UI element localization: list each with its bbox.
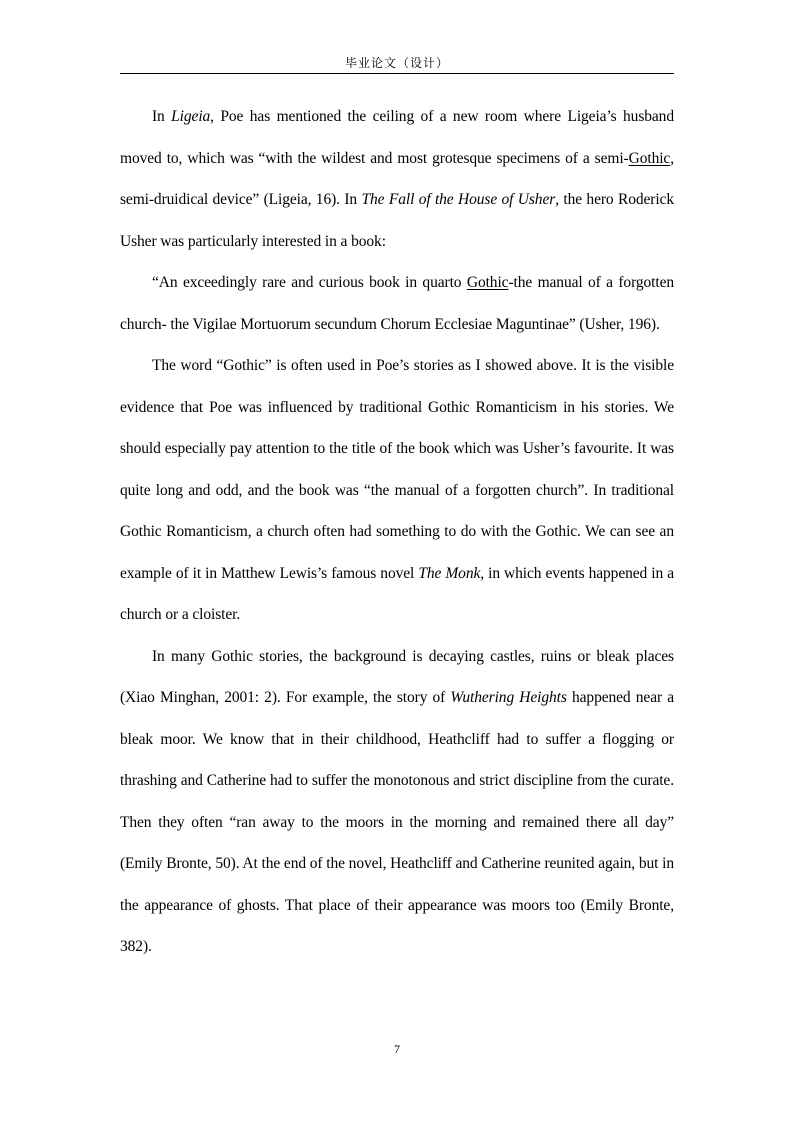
text-run: happened near a bleak moor. We know that in their childhood, Heathcliff had to suffer a flogging or thrashing and Catherine had to suffer the monotonous and strict discipline from the curate. Then they often “ran away to the moors in the morning and remained there all day” (Emily Bronte, 50). At the end of the novel, Heathcliff and Catherine reunited again, but in the appearance of ghosts. That place of their appearance was moors too (Emily Bronte, 382). <box>120 689 674 955</box>
text-run: , in which events happened in a church or a cloister. <box>120 564 674 623</box>
italic-title-the-monk: The Monk <box>418 564 481 582</box>
underlined-gothic: Gothic <box>466 274 509 291</box>
paragraph-quotation <box>120 262 674 345</box>
running-header: 毕业论文（设计） <box>344 56 449 70</box>
italic-title-wuthering-heights: Wuthering Heights <box>450 689 567 706</box>
text-run: , the hero Roderick Usher was particularly interested in a book: <box>120 191 674 250</box>
page-number: 7 <box>394 1042 400 1056</box>
header-rule <box>120 73 674 74</box>
underlined-gothic: Gothic <box>628 149 671 167</box>
text-run: The word “Gothic” is often used in Poe’s stories as I showed above. It is the visible evidence that Poe was influenced by traditional Gothic Romanticism in his stories. We should especially pay attention to the title of the book which was Usher’s favourite. It was quite long and odd, and the book was “the manual of a forgotten church”. In traditional Gothic Romanticism, a church often had something to do with the Gothic. We can see an example of it in Matthew Lewis’s famous novel <box>120 357 674 582</box>
paragraph-background <box>120 636 674 968</box>
text-run: , Poe has mentioned the ceiling of a new room where Ligeia’s husband moved to, which was “with the wildest and most grotesque specimens of a semi- <box>120 108 674 167</box>
italic-title-ligeia: Ligeia <box>171 108 211 125</box>
body-text <box>120 96 674 968</box>
italic-title-usher: The Fall of the House of Usher <box>361 191 556 208</box>
text-run: “An exceedingly rare and curious book in quarto <box>152 274 467 291</box>
paragraph-gothic-word <box>120 345 674 636</box>
text-run: In many Gothic stories, the background is decaying castles, ruins or bleak places (Xiao Minghan, 2001: 2). For example, the story of <box>120 647 674 706</box>
text-run: -the manual of a forgotten church- the Vigilae Mortuorum secundum Chorum Ecclesiae Maguntinae” (Usher, 196). <box>120 274 674 333</box>
text-run: , semi-druidical device” (Ligeia, 16). In <box>120 149 674 208</box>
text-run: In <box>152 108 172 125</box>
paragraph-ligeia <box>120 96 674 262</box>
